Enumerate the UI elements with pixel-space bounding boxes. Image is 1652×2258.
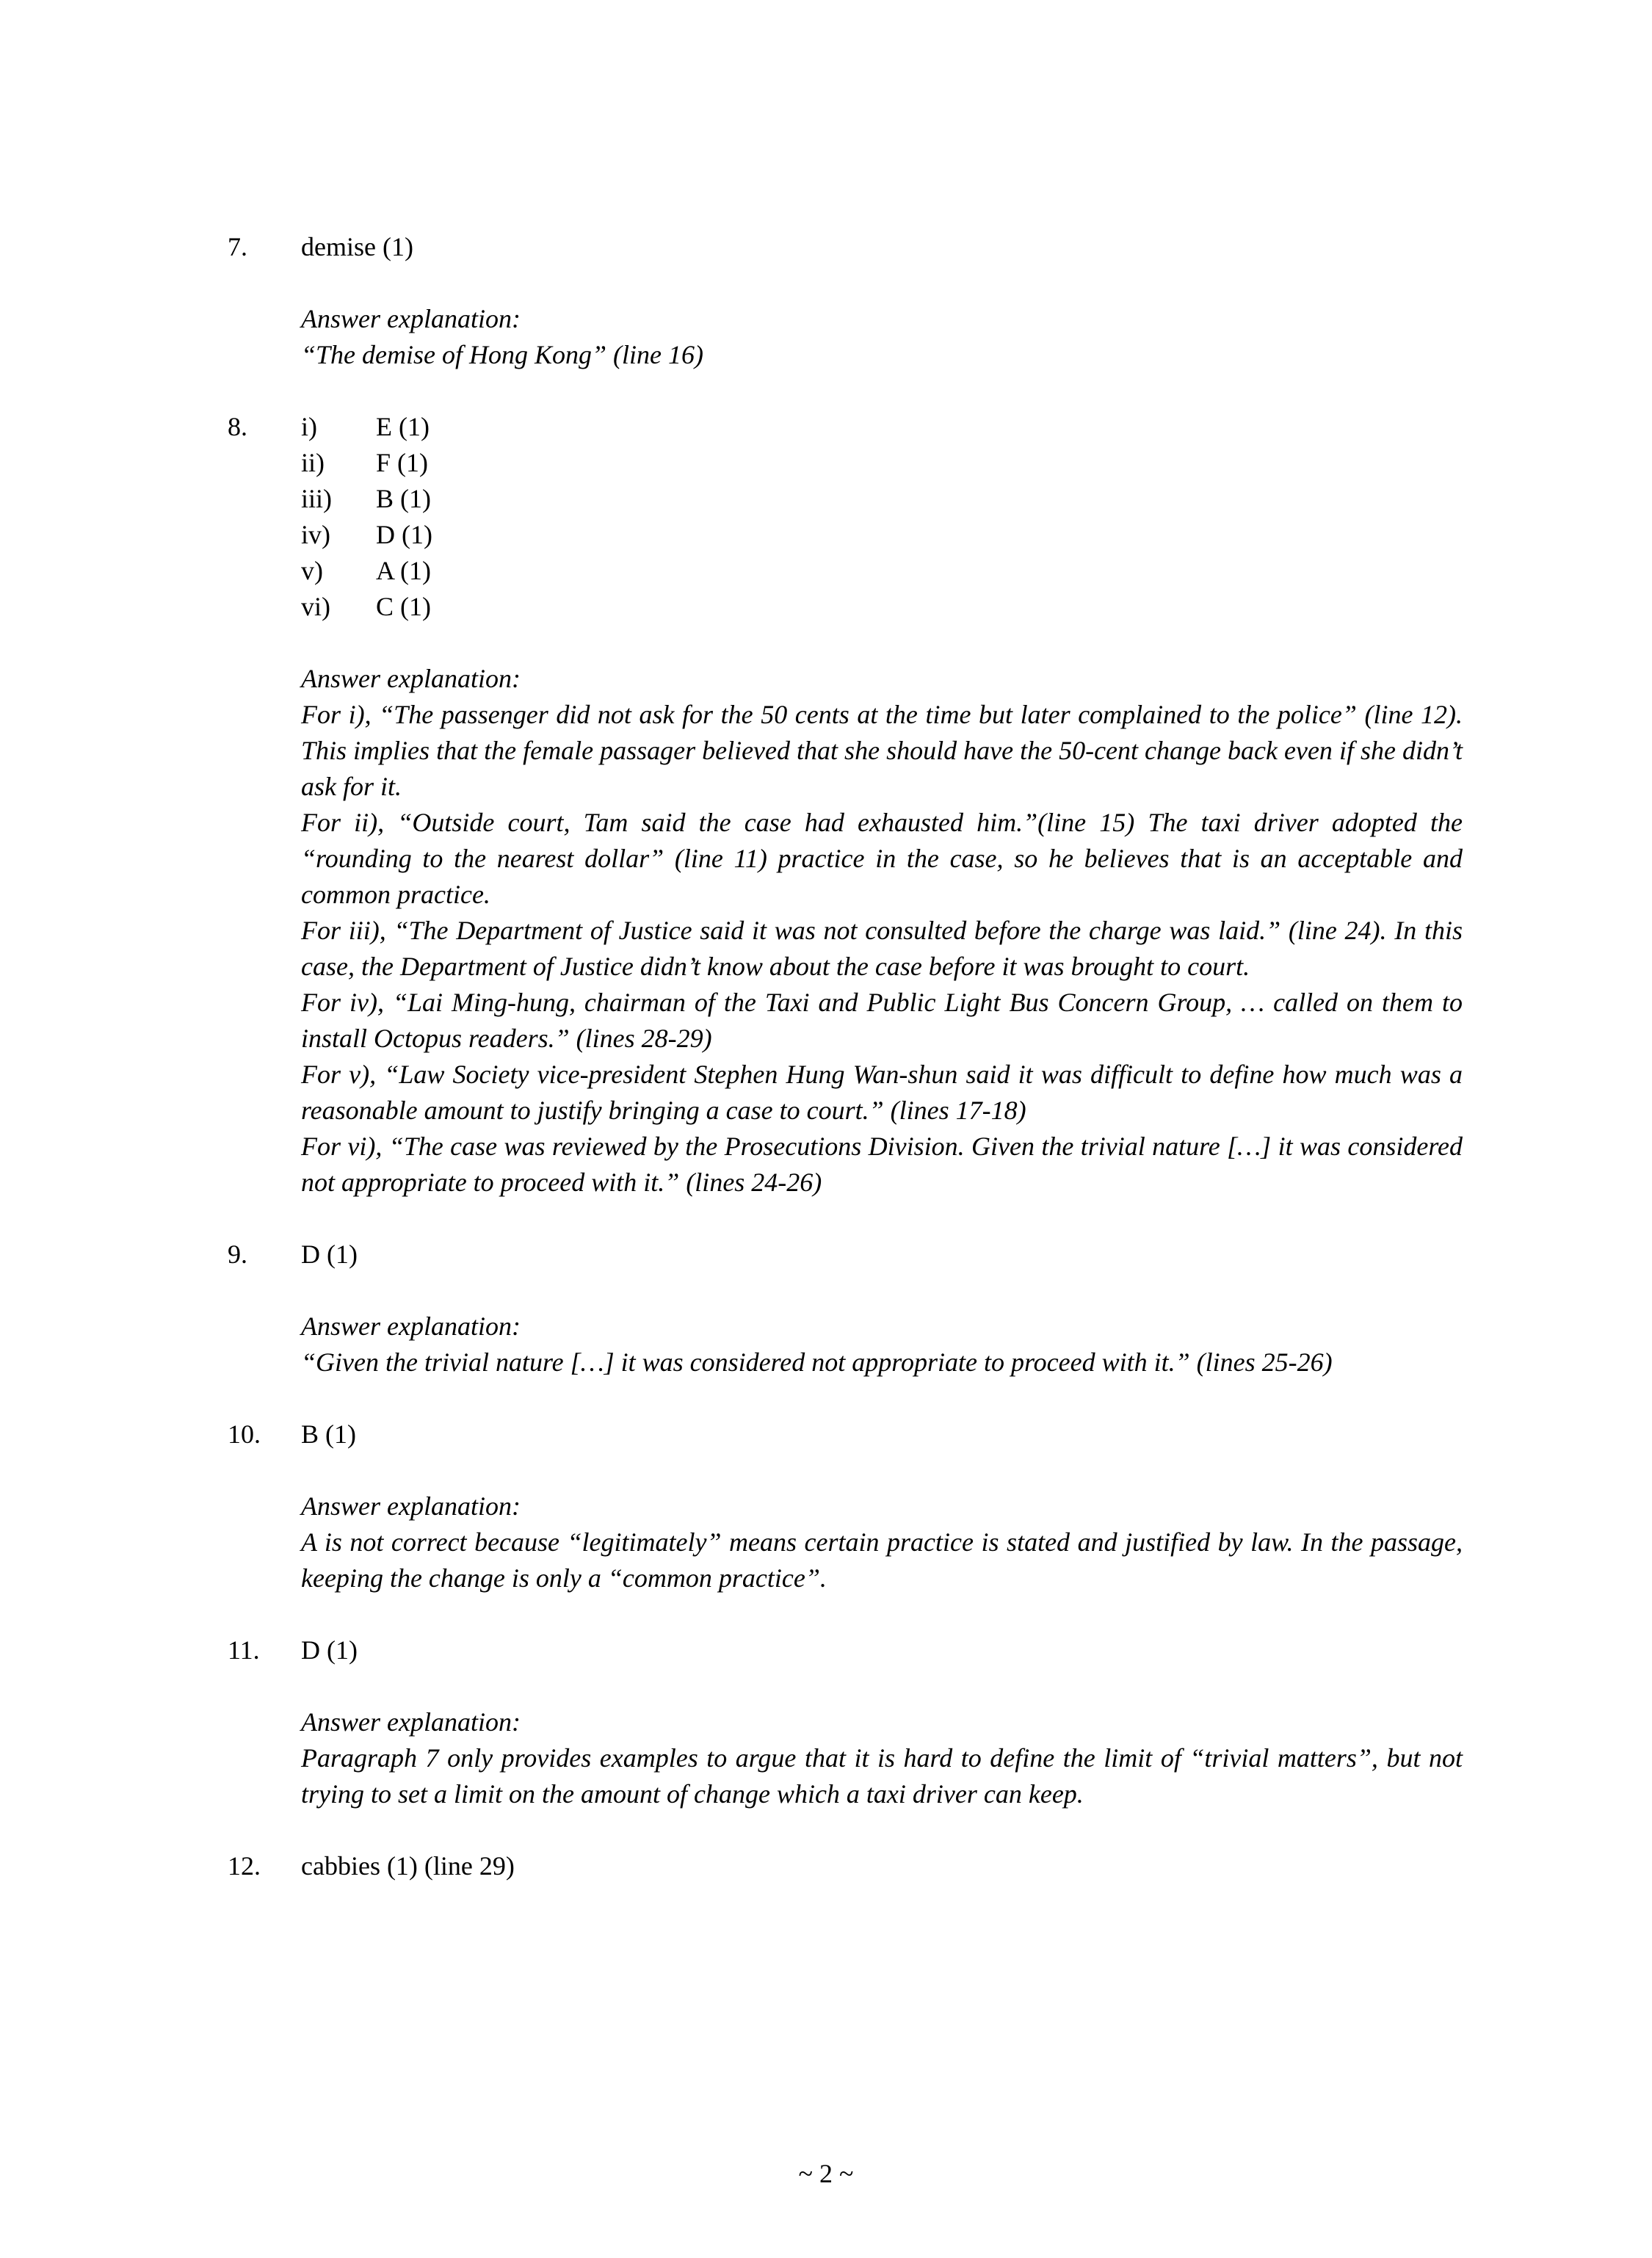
answer-item-9	[228, 1237, 1463, 1273]
item-11-number: 11.	[228, 1635, 260, 1665]
sub-answer-roman: vi)	[301, 592, 330, 621]
explanation-label: Answer explanation:	[301, 1491, 521, 1521]
sub-answer-letter: D (1)	[376, 520, 432, 549]
item-11-explanation	[301, 1704, 1463, 1812]
sub-answer-vi	[301, 589, 1463, 625]
explanation-paragraph: For v), “Law Society vice-president Stephen Hung Wan-shun said it was difficult to define how much was a reasonable amount to justify bringing a case to court.” (lines 17-18)	[301, 1060, 1463, 1125]
sub-answer-letter: C (1)	[376, 592, 431, 621]
sub-answer-letter: B (1)	[376, 484, 431, 513]
item-9-answer: D (1)	[301, 1240, 358, 1269]
item-9-explanation	[301, 1309, 1463, 1381]
sub-answer-roman: iii)	[301, 484, 332, 513]
item-9-number: 9.	[228, 1240, 247, 1269]
sub-answer-letter: F (1)	[376, 448, 428, 477]
page-number: ~ 2 ~	[798, 2159, 854, 2188]
explanation-paragraph: For ii), “Outside court, Tam said the case had exhausted him.”(line 15) The taxi driver adopted the “rounding to the nearest dollar” (line 11) practice in the case, so he believes that is an acceptable and common practice.	[301, 808, 1463, 909]
explanation-label: Answer explanation:	[301, 664, 521, 693]
item-7-explanation	[301, 301, 1463, 373]
item-8-number: 8.	[228, 412, 247, 441]
item-10-explanation	[301, 1488, 1463, 1596]
item-12-number: 12.	[228, 1851, 261, 1881]
sub-answer-roman: iv)	[301, 520, 330, 549]
answer-item-10	[228, 1416, 1463, 1452]
explanation-paragraph: For i), “The passenger did not ask for the 50 cents at the time but later complained to the police” (line 12). This implies that the female passager believed that she should have the 50-cent change back even if she didn’t ask for it.	[301, 700, 1463, 801]
explanation-paragraph: “The demise of Hong Kong” (line 16)	[301, 340, 703, 369]
explanation-label: Answer explanation:	[301, 1311, 521, 1341]
sub-answer-letter: E (1)	[376, 412, 430, 441]
sub-answer-iii	[301, 481, 1463, 517]
explanation-paragraph: “Given the trivial nature […] it was considered not appropriate to proceed with it.” (lines 25-26)	[301, 1347, 1333, 1377]
item-8-explanation	[301, 661, 1463, 1201]
sub-answer-v	[301, 553, 1463, 589]
explanation-paragraph: For iv), “Lai Ming-hung, chairman of the Taxi and Public Light Bus Concern Group, … called on them to install Octopus readers.” (lines 28-29)	[301, 988, 1463, 1053]
answer-item-12	[228, 1848, 1463, 1884]
sub-answer-iv	[301, 517, 1463, 553]
item-10-number: 10.	[228, 1419, 261, 1449]
explanation-label: Answer explanation:	[301, 304, 521, 333]
sub-answer-i	[301, 409, 1463, 445]
sub-answer-roman: ii)	[301, 448, 325, 477]
item-10-answer: B (1)	[301, 1419, 356, 1449]
item-7-number: 7.	[228, 232, 247, 261]
sub-answer-roman: v)	[301, 556, 323, 585]
item-7-answer: demise (1)	[301, 232, 413, 261]
item-8-sub-answers	[301, 409, 1463, 625]
item-11-answer: D (1)	[301, 1635, 358, 1665]
sub-answer-letter: A (1)	[376, 556, 431, 585]
explanation-paragraph: A is not correct because “legitimately” means certain practice is stated and justified by law. In the passage, keeping the change is only a “common practice”.	[301, 1527, 1463, 1593]
explanation-label: Answer explanation:	[301, 1707, 521, 1737]
page-content	[228, 229, 1463, 1884]
explanation-paragraph: Paragraph 7 only provides examples to argue that it is hard to define the limit of “trivial matters”, but not trying to set a limit on the amount of change which a taxi driver can keep.	[301, 1743, 1463, 1809]
explanation-paragraph: For vi), “The case was reviewed by the Prosecutions Division. Given the trivial nature […] it was considered not appropriate to proceed with it.” (lines 24-26)	[301, 1132, 1463, 1197]
answer-item-8	[228, 409, 1463, 625]
answer-item-7	[228, 229, 1463, 265]
item-12-answer: cabbies (1) (line 29)	[301, 1851, 515, 1881]
answer-item-11	[228, 1632, 1463, 1668]
sub-answer-ii	[301, 445, 1463, 481]
explanation-paragraph: For iii), “The Department of Justice said it was not consulted before the charge was laid.” (line 24). In this case, the Department of Justice didn’t know about the case before it was brought to court.	[301, 916, 1463, 981]
sub-answer-roman: i)	[301, 412, 317, 441]
